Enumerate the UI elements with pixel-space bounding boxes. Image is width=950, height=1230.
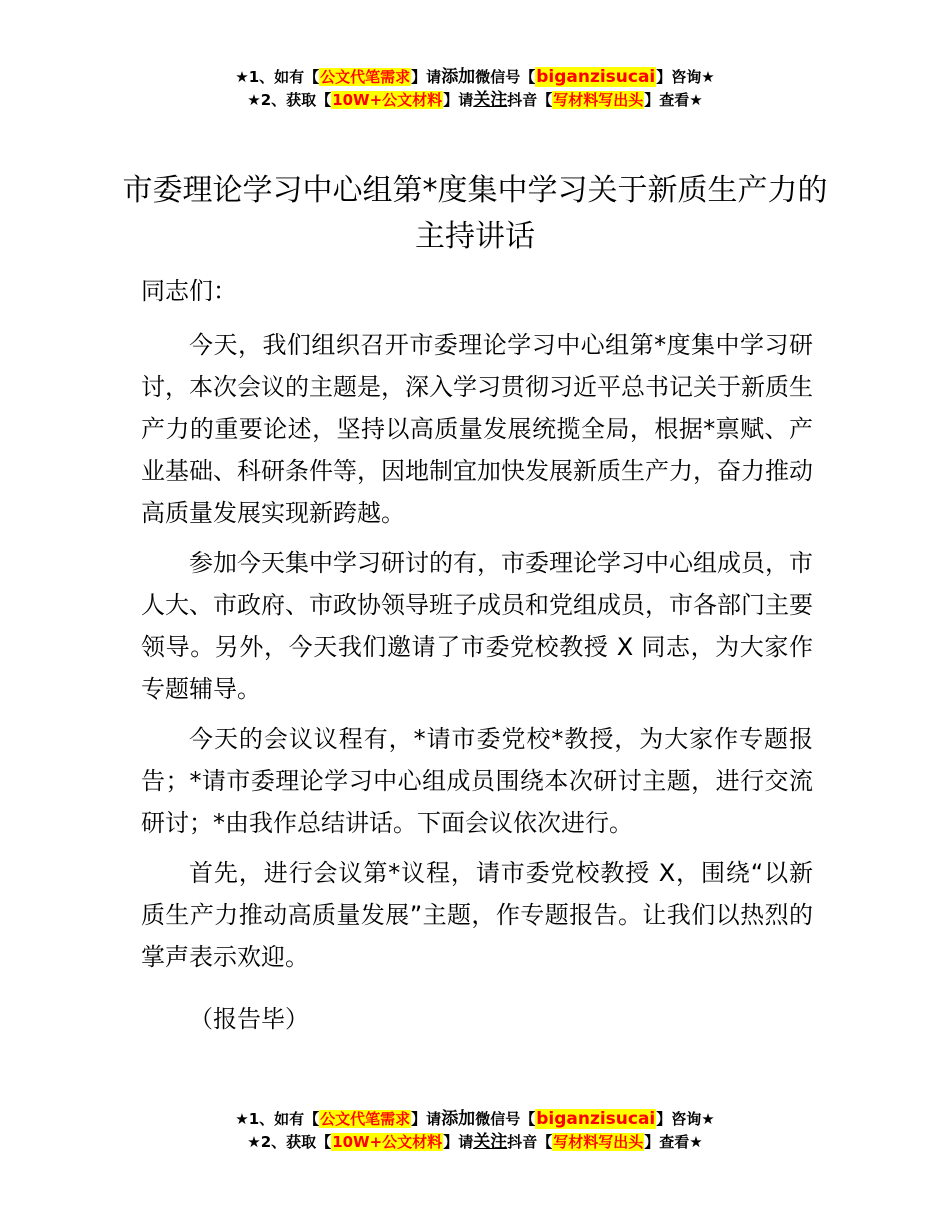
banner-text: 】咨询★ bbox=[656, 68, 715, 86]
banner-text: 抖音【 bbox=[507, 91, 553, 109]
banner-highlight: biganzisucai bbox=[536, 1109, 656, 1129]
banner-line-1 bbox=[0, 1108, 950, 1131]
banner-text: 】请 bbox=[411, 1110, 442, 1128]
banner-line-2 bbox=[0, 1131, 950, 1154]
body-paragraph: 今天的会议议程有，*请市委党校*教授，为大家作专题报告；*请市委理论学习中心组成员围绕本次研讨主题，进行交流研讨；*由我作总结讲话。下面会议依次进行。 bbox=[141, 725, 813, 837]
banner-emphasis: 添加 bbox=[441, 67, 476, 87]
banner-text: 微信号【 bbox=[475, 68, 536, 86]
banner-highlight: 写材料写出头 bbox=[553, 91, 644, 109]
banner-emphasis: 关注 bbox=[473, 1132, 508, 1152]
top-banner bbox=[0, 66, 950, 112]
bottom-banner bbox=[0, 1108, 950, 1154]
banner-text: ★1、如有【 bbox=[235, 68, 320, 86]
banner-highlight: biganzisucai bbox=[536, 67, 656, 87]
banner-text: 】请 bbox=[443, 1133, 474, 1151]
banner-emphasis: 关注 bbox=[473, 90, 508, 110]
document-body bbox=[141, 270, 813, 1048]
body-paragraph: 今天，我们组织召开市委理论学习中心组第*度集中学习研讨，本次会议的主题是，深入学习贯彻习近平总书记关于新质生产力的重要论述，坚持以高质量发展统揽全局，根据*禀赋、产业基础、科研条件等，因地制宜加快发展新质生产力，奋力推动高质量发展实现新跨越。 bbox=[141, 331, 813, 527]
salutation: 同志们： bbox=[141, 277, 237, 305]
banner-text: 抖音【 bbox=[507, 1133, 553, 1151]
body-paragraph: 参加今天集中学习研讨的有，市委理论学习中心组成员，市人大、市政府、市政协领导班子成员和党组成员，市各部门主要领导。另外，今天我们邀请了市委党校教授 X 同志，为大家作专题辅导。 bbox=[141, 549, 813, 703]
banner-text: 】请 bbox=[411, 68, 442, 86]
banner-text: 】咨询★ bbox=[656, 1110, 715, 1128]
banner-highlight: 公文代笔需求 bbox=[320, 68, 411, 86]
banner-line-1 bbox=[0, 66, 950, 89]
banner-text: ★2、获取【 bbox=[247, 91, 332, 109]
banner-highlight: 10W+公文材料 bbox=[332, 1133, 443, 1151]
banner-text: 微信号【 bbox=[475, 1110, 536, 1128]
banner-emphasis: 添加 bbox=[441, 1109, 476, 1129]
body-paragraph: 首先，进行会议第*议程，请市委党校教授 X，围绕“以新质生产力推动高质量发展”主题，作专题报告。让我们以热烈的掌声表示欢迎。 bbox=[141, 859, 813, 971]
banner-text: 】查看★ bbox=[644, 1133, 703, 1151]
document-title: 市委理论学习中心组第*度集中学习关于新质生产力的主持讲话 bbox=[122, 173, 828, 254]
banner-text: ★1、如有【 bbox=[235, 1110, 320, 1128]
banner-text: ★2、获取【 bbox=[247, 1133, 332, 1151]
banner-highlight: 10W+公文材料 bbox=[332, 91, 443, 109]
banner-text: 】请 bbox=[443, 91, 474, 109]
banner-line-2 bbox=[0, 89, 950, 112]
banner-highlight: 公文代笔需求 bbox=[320, 1110, 411, 1128]
banner-text: 】查看★ bbox=[644, 91, 703, 109]
banner-highlight: 写材料写出头 bbox=[553, 1133, 644, 1151]
report-end-note: （报告毕） bbox=[189, 1005, 309, 1033]
